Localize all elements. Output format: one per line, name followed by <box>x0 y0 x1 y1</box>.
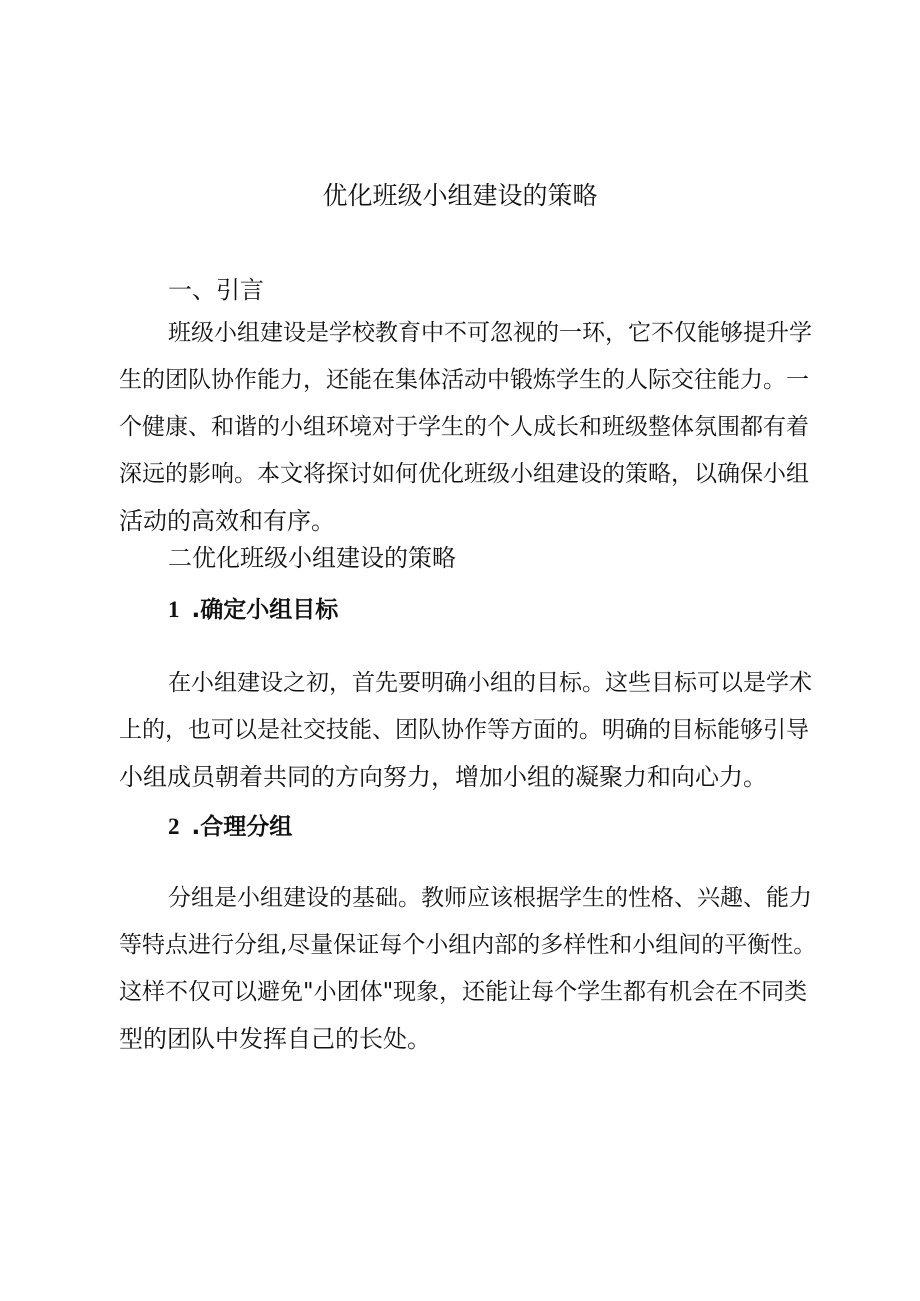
define-goals-paragraph <box>119 660 819 801</box>
section-heading-strategies: 二优化班级小组建设的策略 <box>168 544 456 572</box>
paragraph-line: 活动的高效和有序。 <box>119 507 335 535</box>
subheading-define-goals <box>168 594 338 626</box>
section-heading-introduction: 一、引言 <box>168 276 264 304</box>
paragraph-line: 型的团队中发挥自己的长处。 <box>119 1025 431 1053</box>
paragraph-line: 班级小组建设是学校教育中不可忽视的一环，它不仅能够提升学 <box>168 320 812 346</box>
paragraph-line: 这样不仅可以避免"小团体"现象，还能让每个学生都有机会在不同类 <box>119 979 808 1005</box>
paragraph-line: 上的，也可以是社交技能、团队协作等方面的。明确的目标能够引导 <box>119 717 809 743</box>
subheading-title: .合理分组 <box>191 814 293 840</box>
grouping-paragraph <box>119 875 819 1063</box>
paragraph-line: 在小组建设之初，首先要明确小组的目标。这些目标可以是学术 <box>168 670 812 696</box>
paragraph-line: 个健康、和谐的小组环境对于学生的个人成长和班级整体氛围都有着 <box>119 414 809 440</box>
paragraph-line: 生的团队协作能力，还能在集体活动中锻炼学生的人际交往能力。一 <box>119 367 809 393</box>
paragraph-line: 分组是小组建设的基础。教师应该根据学生的性格、兴趣、能力 <box>168 885 812 911</box>
paragraph-line: 小组成员朝着共同的方向努力，增加小组的凝聚力和向心力。 <box>119 763 767 791</box>
subheading-title: .确定小组目标 <box>191 597 339 623</box>
paragraph-line: 深远的影响。本文将探讨如何优化班级小组建设的策略，以确保小组 <box>119 461 809 487</box>
subheading-number: 1 <box>168 597 180 622</box>
paragraph-line: 等特点进行分组,尽量保证每个小组内部的多样性和小组间的平衡性。 <box>119 932 817 958</box>
subheading-number: 2 <box>168 814 180 839</box>
document-title: 优化班级小组建设的策略 <box>322 181 598 210</box>
introduction-paragraph <box>119 310 819 545</box>
subheading-reasonable-grouping <box>168 811 292 843</box>
